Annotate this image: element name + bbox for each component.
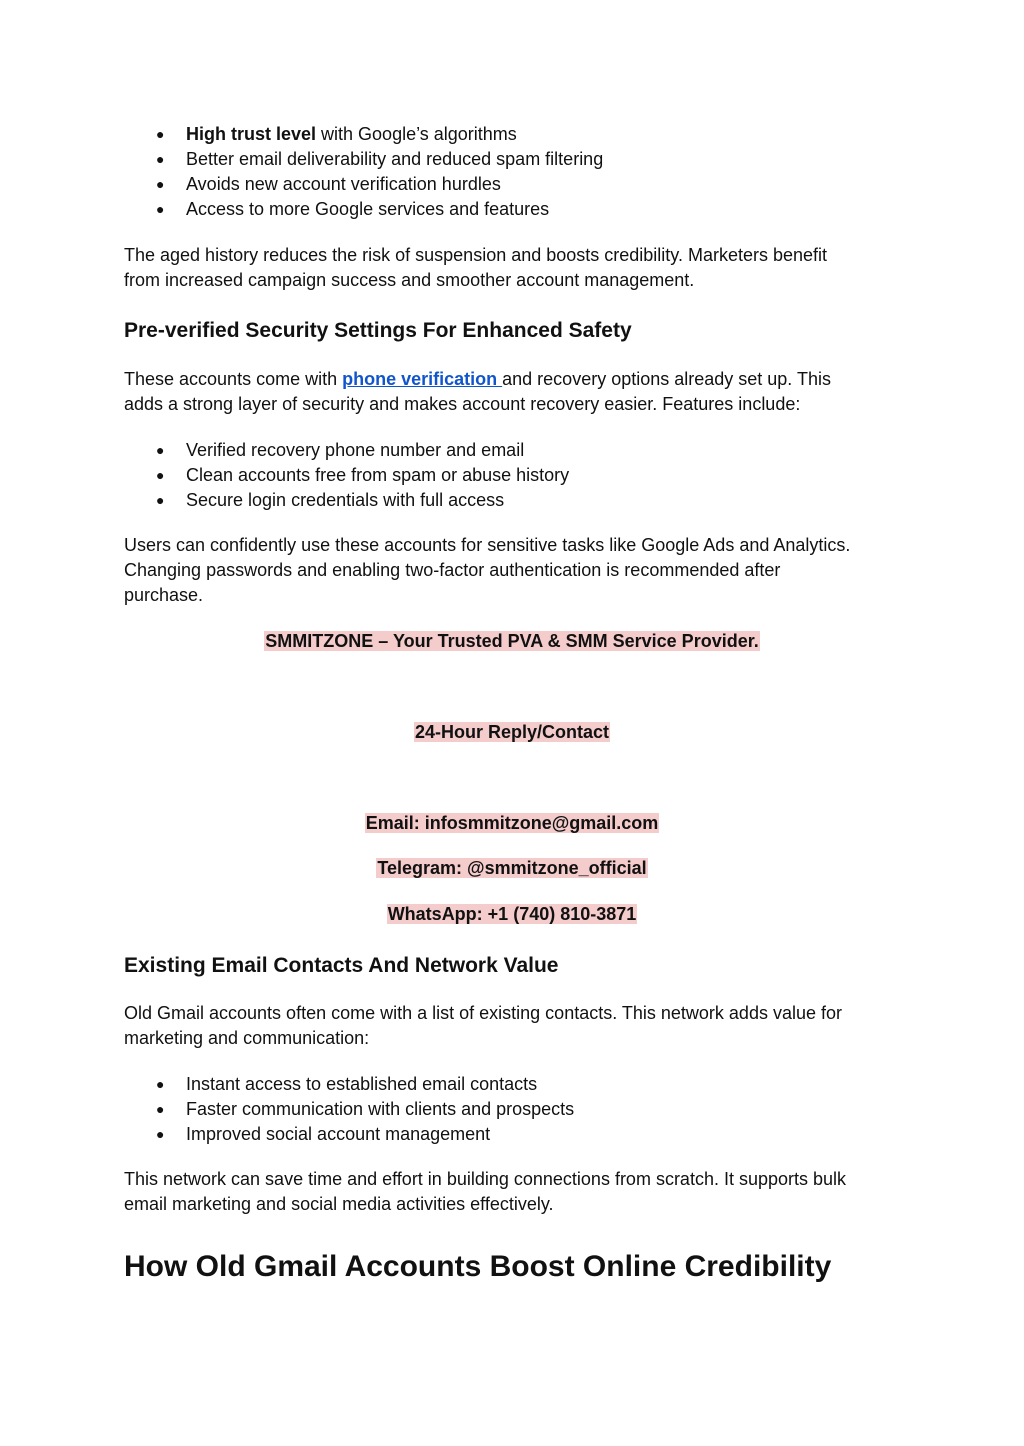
list-item: ● Better email deliverability and reduced spam filtering (124, 147, 603, 172)
bullet-icon: ● (156, 176, 165, 192)
list-item: ● Verified recovery phone number and email (124, 438, 569, 463)
bullet-icon: ● (156, 1101, 165, 1117)
promo-email-row (124, 812, 900, 834)
section-heading-security: Pre-verified Security Settings For Enhanced Safety (124, 319, 632, 342)
section-heading-contacts: Existing Email Contacts And Network Value (124, 954, 559, 977)
section-heading-credibility: How Old Gmail Accounts Boost Online Credibility (124, 1250, 832, 1283)
list-item: ● Faster communication with clients and prospects (124, 1097, 574, 1122)
promo-whatsapp: WhatsApp: +1 (740) 810-3871 (387, 904, 637, 924)
list-item: ● Improved social account management (124, 1122, 574, 1147)
paragraph-security: These accounts come with phone verification and recovery options already set up. This adds a strong layer of security and makes account recovery easier. Features include: (124, 369, 831, 414)
list-item: ● Secure login credentials with full access (124, 488, 569, 513)
promo-reply-row (124, 721, 900, 743)
paragraph-usage: Users can confidently use these accounts for sensitive tasks like Google Ads and Analytics. Changing passwords and enabling two-factor authentication is recommended after purchase. (124, 535, 851, 605)
list-item: ● High trust level with Google’s algorithms (124, 122, 603, 147)
list-item: ● Instant access to established email contacts (124, 1072, 574, 1097)
list-item: ● Avoids new account verification hurdles (124, 172, 603, 197)
network-list (124, 1072, 574, 1147)
bullet-icon: ● (156, 151, 165, 167)
bullet-icon: ● (156, 1076, 165, 1092)
promo-whatsapp-row (124, 903, 900, 925)
bullet-icon: ● (156, 1126, 165, 1142)
promo-tagline: SMMITZONE – Your Trusted PVA & SMM Service Provider. (265, 631, 759, 651)
list-item: ● Access to more Google services and features (124, 197, 603, 222)
paragraph-network: This network can save time and effort in building connections from scratch. It supports bulk email marketing and social media activities effectively. (124, 1169, 847, 1214)
phone-verification-link[interactable]: phone verification (342, 369, 503, 389)
list-item: ● Clean accounts free from spam or abuse history (124, 463, 569, 488)
bullet-icon: ● (156, 467, 165, 483)
promo-reply: 24-Hour Reply/Contact (414, 722, 610, 742)
promo-tagline-row (124, 630, 900, 652)
promo-telegram: Telegram: @smmitzone_official (377, 858, 647, 878)
promo-telegram-row (124, 857, 900, 879)
promo-email: Email: infosmmitzone@gmail.com (365, 813, 659, 833)
features-list (124, 438, 569, 513)
bullet-icon: ● (156, 126, 165, 142)
bullet-icon: ● (156, 442, 165, 458)
paragraph-aged-history: The aged history reduces the risk of suspension and boosts credibility. Marketers benefit from increased campaign success and smoother account management. (124, 245, 828, 290)
bullet-icon: ● (156, 201, 165, 217)
benefits-list (124, 122, 603, 222)
paragraph-contacts: Old Gmail accounts often come with a list of existing contacts. This network adds value for marketing and communication: (124, 1003, 842, 1048)
bullet-icon: ● (156, 492, 165, 508)
